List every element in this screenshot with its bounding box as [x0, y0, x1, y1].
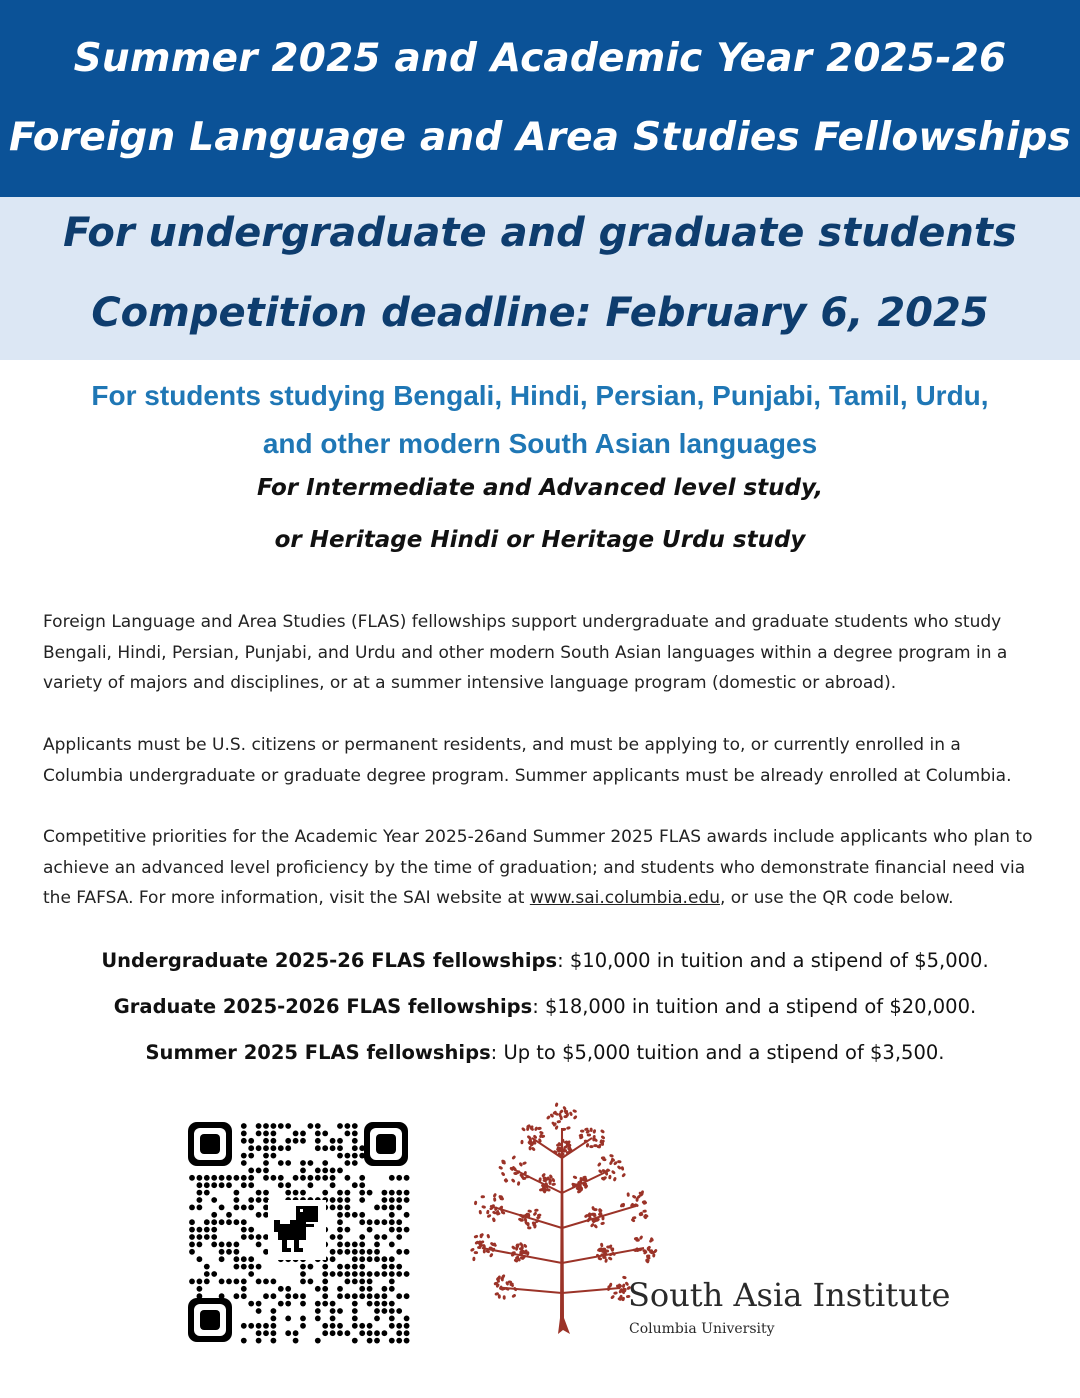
- award-label: Graduate 2025-2026 FLAS fellowships: [113, 995, 533, 1018]
- award-summer: [0, 1041, 1080, 1064]
- sai-logo-name: South Asia Institute: [628, 1276, 951, 1314]
- study-level-line-1: For Intermediate and Advanced level study,: [257, 475, 823, 501]
- award-label: Undergraduate 2025-26 FLAS fellowships: [101, 949, 558, 972]
- subheader-banner: [0, 197, 1080, 360]
- award-graduate: [0, 995, 1080, 1018]
- award-undergraduate: [0, 949, 1080, 972]
- qr-finder-top-left: [188, 1122, 232, 1166]
- title-line-1: Summer 2025 and Academic Year 2025-26: [73, 36, 1007, 81]
- sai-website-link[interactable]: www.sai.columbia.edu: [529, 888, 720, 908]
- deadline-line: Competition deadline: February 6, 2025: [91, 290, 989, 336]
- languages-line-1: For students studying Bengali, Hindi, Persian, Punjabi, Tamil, Urdu,: [91, 380, 989, 411]
- priorities-text-end: , or use the QR code below.: [719, 888, 954, 908]
- title-line-2: Foreign Language and Area Studies Fellowships: [8, 115, 1072, 160]
- tree-trunk: [558, 1128, 570, 1334]
- qr-finder-top-right: [364, 1122, 408, 1166]
- sai-logo-university: Columbia University: [629, 1321, 775, 1337]
- qr-finder-bottom-left: [188, 1298, 232, 1342]
- priorities-text: Competitive priorities for the Academic Year 2025-26and Summer 2025 FLAS awards include applicants who plan to achieve an advanced level proficiency by the time of graduation; and students who demonstrate financial need via the FAFSA. For more information, visit the SAI website at: [43, 827, 1033, 908]
- paragraph-eligibility: Applicants must be U.S. citizens or permanent residents, and must be applying to, or currently enrolled in a Columbia undergraduate or graduate degree program. Summer applicants must be already enrolled at Columbia.: [43, 735, 1012, 786]
- paragraph-priorities: [43, 822, 1043, 914]
- award-detail: : Up to $5,000 tuition and a stipend of $3,500.: [490, 1041, 945, 1064]
- languages-line-2: and other modern South Asian languages: [262, 428, 818, 459]
- qr-code-icon[interactable]: [186, 1120, 410, 1344]
- award-detail: : $10,000 in tuition and a stipend of $5,000.: [557, 949, 989, 972]
- award-detail: : $18,000 in tuition and a stipend of $20,000.: [532, 995, 977, 1018]
- study-level-line-2: or Heritage Hindi or Heritage Urdu study: [274, 527, 806, 553]
- award-label: Summer 2025 FLAS fellowships: [145, 1041, 491, 1064]
- paragraph-flas-overview: Foreign Language and Area Studies (FLAS) fellowships support undergraduate and graduate students who study Bengali, Hindi, Persian, Punjabi, and Urdu and other modern South Asian languages within a degree program in a variety of majors and disciplines, or at a summer intensive language program (domestic or abroad).: [43, 612, 1008, 693]
- header-banner: [0, 0, 1080, 197]
- audience-line: For undergraduate and graduate students: [63, 210, 1017, 256]
